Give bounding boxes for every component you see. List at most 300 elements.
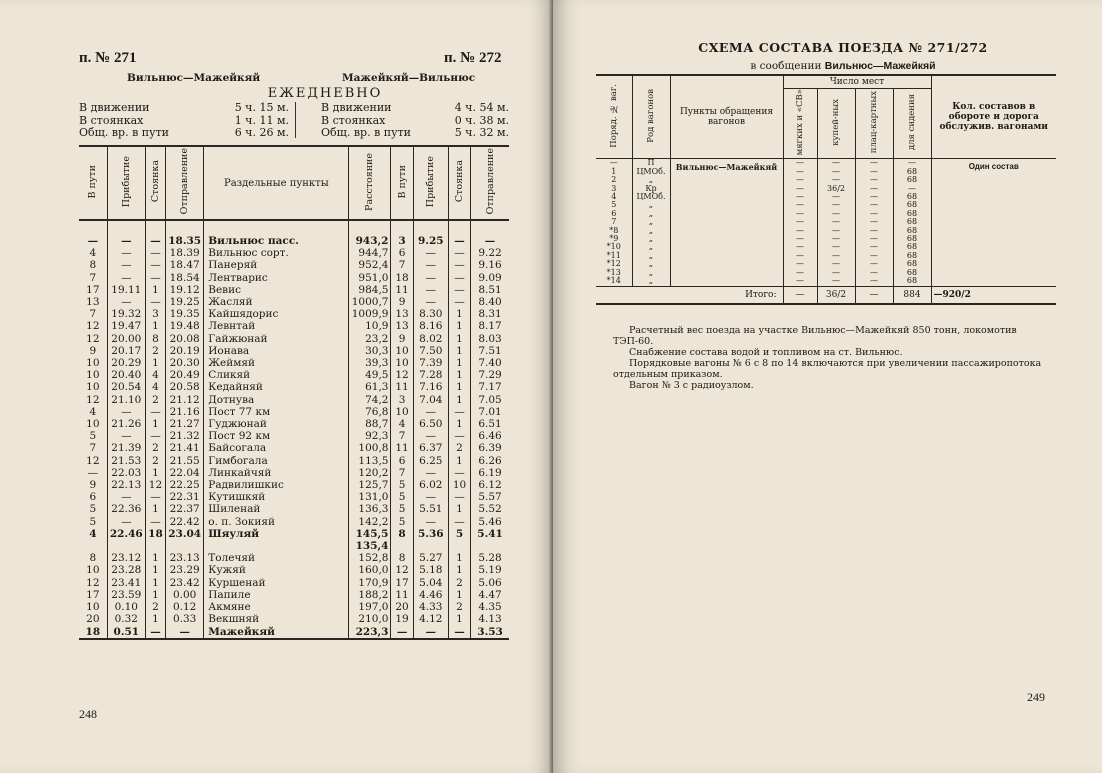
timetable-cell: 76,8 [349, 406, 391, 418]
col-type: Род вагонов [632, 75, 670, 159]
composition-cell: „ [632, 252, 670, 260]
timetable-cell: 6.51 [471, 418, 509, 430]
composition-cell: — [596, 159, 632, 168]
composition-cell: *11 [596, 252, 632, 260]
composition-cell: „ [632, 260, 670, 268]
timetable-cell: 23.29 [166, 564, 204, 576]
timetable-cell: 7 [79, 442, 107, 454]
timetable-cell [204, 540, 349, 552]
timetable-cell: 18.47 [166, 259, 204, 271]
composition-cell: 68 [893, 260, 931, 268]
composition-cell: — [783, 193, 817, 201]
composition-cell: — [783, 176, 817, 184]
composition-cell: — [817, 277, 855, 286]
timetable-cell: 7 [79, 308, 107, 320]
timetable-cell: 8 [145, 333, 165, 345]
timetable-row [79, 503, 509, 515]
timetable-col-header: В пути [79, 146, 107, 220]
timetable-cell: 20 [391, 601, 413, 613]
composition-cell: 5 [596, 201, 632, 209]
timetable-cell: Радвилишкис [204, 479, 349, 491]
timetable-cell: 1 [448, 381, 470, 393]
timetable-col-header: Отправление [471, 146, 509, 220]
composition-cell: — [855, 218, 893, 226]
timetable-cell: — [448, 247, 470, 259]
timetable-cell: 4 [79, 247, 107, 259]
timetable-cell: 3.53 [471, 626, 509, 639]
timetable-cell: 0.10 [107, 601, 145, 613]
composition-cell: — [817, 252, 855, 260]
timetable-cell: 1 [448, 503, 470, 515]
timetable-col-header: В пути [391, 146, 413, 220]
timetable-cell: 20.49 [166, 369, 204, 381]
timetable-cell: Папиле [204, 589, 349, 601]
timetable-cell: Толечяй [204, 552, 349, 564]
timetable-cell: 20.17 [107, 345, 145, 357]
summary-line [321, 102, 509, 115]
total-cell: 884 [893, 286, 931, 304]
timetable-row [79, 479, 509, 491]
timetable-cell: Вильнюс сорт. [204, 247, 349, 259]
train-number-271: п. № 271 [79, 50, 137, 66]
composition-cell: — [783, 243, 817, 251]
timetable-cell: 10 [79, 418, 107, 430]
timetable-cell: 4.46 [413, 589, 448, 601]
timetable-row [79, 626, 509, 639]
timetable-spacer [79, 220, 509, 235]
composition-cell: — [855, 235, 893, 243]
composition-cell: 36/2 [817, 185, 855, 193]
col-plats: плац-картных [855, 89, 893, 159]
timetable-cell: 22.37 [166, 503, 204, 515]
timetable-cell: Пост 77 км [204, 406, 349, 418]
composition-cell: — [817, 269, 855, 277]
composition-cell: *10 [596, 243, 632, 251]
timetable-cell: — [145, 406, 165, 418]
timetable-cell: — [413, 626, 448, 639]
composition-cell: „ [632, 176, 670, 184]
composition-cell: — [783, 168, 817, 176]
timetable-cell: — [448, 626, 470, 639]
timetable-cell: Гайжюнай [204, 333, 349, 345]
timetable-cell: 2 [448, 577, 470, 589]
timetable-row [79, 455, 509, 467]
timetable-cell: 9.16 [471, 259, 509, 271]
summary-value: 0 ч. 38 м. [454, 113, 509, 127]
timetable-cell: — [413, 467, 448, 479]
composition-cell: *9 [596, 235, 632, 243]
timetable-cell [448, 540, 470, 552]
timetable-cell: — [448, 491, 470, 503]
timetable-cell: 9 [391, 333, 413, 345]
timetable-cell: — [145, 516, 165, 528]
composition-cell: — [783, 218, 817, 226]
composition-cell: — [855, 269, 893, 277]
timetable-cell: 21.55 [166, 455, 204, 467]
timetable-cell: 125,7 [349, 479, 391, 491]
total-cell: —920/2 [931, 286, 1056, 304]
summary-value: 4 ч. 54 м. [454, 101, 509, 114]
timetable-cell: 5 [79, 516, 107, 528]
timetable-cell: 22.31 [166, 491, 204, 503]
timetable-cell: 11 [391, 381, 413, 393]
composition-cell: — [817, 210, 855, 218]
timetable-cell: 61,3 [349, 381, 391, 393]
timetable-cell: 7.40 [471, 357, 509, 369]
col-order: Поряд. № ваг. [596, 75, 632, 159]
timetable-cell: 6 [391, 455, 413, 467]
timetable-cell: 9 [79, 345, 107, 357]
timetable-cell: 4 [391, 418, 413, 430]
timetable-cell: 88,7 [349, 418, 391, 430]
timetable-row [79, 540, 509, 552]
schedule-daily: ЕЖЕДНЕВНО [267, 86, 383, 101]
composition-cell: — [855, 243, 893, 251]
page-number-left: 248 [79, 707, 97, 721]
composition-cell: 68 [893, 210, 931, 218]
timetable-cell: — [145, 296, 165, 308]
timetable-row [79, 320, 509, 332]
timetable-cell: 3 [391, 394, 413, 406]
route-return: Мажейкяй—Вильнюс [342, 72, 476, 84]
timetable-cell: 135,4 [349, 540, 391, 552]
timetable-cell: 0.32 [107, 613, 145, 625]
timetable-cell: 6.39 [471, 442, 509, 454]
timetable-cell: 6.12 [471, 479, 509, 491]
timetable-cell: — [145, 247, 165, 259]
timetable-cell: 39,3 [349, 357, 391, 369]
timetable-cell: — [448, 516, 470, 528]
timetable-cell [79, 540, 107, 552]
composition-cell: *14 [596, 277, 632, 286]
timetable-cell: 8 [79, 552, 107, 564]
timetable-cell: 6.50 [413, 418, 448, 430]
composition-cell: — [855, 227, 893, 235]
timetable-cell: 7.29 [471, 369, 509, 381]
timetable-cell: 4.13 [471, 613, 509, 625]
timetable-cell: 18 [391, 272, 413, 284]
timetable-cell: 7.50 [413, 345, 448, 357]
timetable-cell: 9 [391, 296, 413, 308]
timetable-cell: 21.12 [166, 394, 204, 406]
timetable-cell: — [448, 406, 470, 418]
composition-cell: 68 [893, 168, 931, 176]
composition-cell: „ [632, 269, 670, 277]
timetable-cell: — [79, 467, 107, 479]
composition-cell: 68 [893, 277, 931, 286]
composition-cell: 4 [596, 193, 632, 201]
timetable-cell: 23.12 [107, 552, 145, 564]
timetable-cell: 2 [448, 601, 470, 613]
composition-cell: — [783, 159, 817, 168]
timetable-cell: — [107, 235, 145, 247]
composition-total-row [596, 286, 1056, 304]
timetable-cell: 1000,7 [349, 296, 391, 308]
summary-label: В движении [79, 101, 150, 114]
timetable-cell: 7 [79, 272, 107, 284]
timetable-cell: — [107, 516, 145, 528]
timetable-cell: 19.25 [166, 296, 204, 308]
timetable-cell: 1 [145, 552, 165, 564]
composition-cell: — [817, 227, 855, 235]
note-paragraph: Порядковые вагоны № 6 с 8 по 14 включаются при увеличении пассажиропотока отдельным приказом. [613, 358, 1042, 380]
timetable-row [79, 601, 509, 613]
timetable-cell: — [448, 296, 470, 308]
col-soft: мягких и «СВ» [783, 89, 817, 159]
timetable-cell: Вильнюс пасс. [204, 235, 349, 247]
timetable-cell: — [413, 284, 448, 296]
timetable-cell: — [413, 296, 448, 308]
composition-cell: — [893, 185, 931, 193]
composition-cell: 68 [893, 227, 931, 235]
timetable-cell: 223,3 [349, 626, 391, 639]
timetable-cell: — [413, 430, 448, 442]
timetable-header [79, 146, 509, 220]
timetable-cell: 1 [145, 284, 165, 296]
timetable-cell: Пост 92 км [204, 430, 349, 442]
timetable-col-header: Отправление [166, 146, 204, 220]
timetable-cell: — [448, 430, 470, 442]
timetable-cell: 1009,9 [349, 308, 391, 320]
composition-cell: 68 [893, 218, 931, 226]
timetable-cell: 3 [391, 235, 413, 247]
timetable-cell: 21.26 [107, 418, 145, 430]
timetable-cell: — [145, 491, 165, 503]
timetable-cell: 7 [391, 259, 413, 271]
composition-cell: 68 [893, 235, 931, 243]
timetable-cell: 5.51 [413, 503, 448, 515]
timetable-cell: 0.51 [107, 626, 145, 639]
timetable-cell: 1 [448, 345, 470, 357]
timetable-cell: 19.35 [166, 308, 204, 320]
timetable-cell: — [107, 259, 145, 271]
composition-cell: — [817, 218, 855, 226]
timetable-row [79, 296, 509, 308]
travel-summary-outbound [79, 102, 289, 140]
total-cell: — [855, 286, 893, 304]
composition-cell: 1 [596, 168, 632, 176]
timetable-cell: — [413, 272, 448, 284]
timetable-col-header: Раздельные пункты [204, 146, 349, 220]
composition-cell: „ [632, 277, 670, 286]
timetable-cell: 5.28 [471, 552, 509, 564]
timetable-row [79, 308, 509, 320]
travel-summary-return [321, 102, 509, 140]
timetable-cell: 5 [391, 503, 413, 515]
timetable-cell: 7.01 [471, 406, 509, 418]
timetable-cell: — [107, 491, 145, 503]
timetable-row [79, 467, 509, 479]
timetable-cell: Левнтай [204, 320, 349, 332]
timetable-cell: 210,0 [349, 613, 391, 625]
timetable-cell: 23.13 [166, 552, 204, 564]
timetable-cell: 943,2 [349, 235, 391, 247]
timetable-col-header: Прибытие [107, 146, 145, 220]
timetable-cell: 6.19 [471, 467, 509, 479]
timetable-cell: — [107, 406, 145, 418]
summary-value: 5 ч. 32 м. [454, 126, 509, 139]
timetable-cell: 170,9 [349, 577, 391, 589]
timetable-cell: 22.46 [107, 528, 145, 540]
timetable-cell: 1 [448, 613, 470, 625]
timetable-cell: 8.31 [471, 308, 509, 320]
timetable-row [79, 345, 509, 357]
timetable-cell: — [448, 272, 470, 284]
timetable-cell: — [107, 272, 145, 284]
col-sitting: для сидения [893, 89, 931, 159]
timetable-cell: — [413, 259, 448, 271]
timetable-cell: 2 [145, 394, 165, 406]
timetable-cell: 4.12 [413, 613, 448, 625]
timetable-cell: — [448, 284, 470, 296]
timetable-cell: Акмяне [204, 601, 349, 613]
composition-cell: — [817, 159, 855, 168]
timetable-row [79, 442, 509, 454]
timetable-col-header: Стоянка [448, 146, 470, 220]
timetable-cell: 7.16 [413, 381, 448, 393]
composition-cell: — [783, 210, 817, 218]
timetable-cell: 0.33 [166, 613, 204, 625]
timetable-row [79, 491, 509, 503]
timetable-cell: 6.26 [471, 455, 509, 467]
composition-cell: 68 [893, 252, 931, 260]
composition-cell: 3 [596, 185, 632, 193]
timetable-cell: Панеряй [204, 259, 349, 271]
timetable-cell: Лентварис [204, 272, 349, 284]
timetable-cell: 952,4 [349, 259, 391, 271]
timetable-cell: 8.03 [471, 333, 509, 345]
composition-cell: ЦМОб. [632, 168, 670, 176]
timetable-cell: 1 [145, 613, 165, 625]
timetable-row [79, 430, 509, 442]
timetable-cell: 11 [391, 589, 413, 601]
timetable-cell: Кутишкяй [204, 491, 349, 503]
timetable-cell: 8.02 [413, 333, 448, 345]
timetable-cell: Дотнува [204, 394, 349, 406]
timetable-cell: 8.30 [413, 308, 448, 320]
timetable-cell: 20 [79, 613, 107, 625]
composition-cell: — [855, 159, 893, 168]
timetable-cell: 1 [145, 467, 165, 479]
timetable-cell: 113,5 [349, 455, 391, 467]
composition-notes [613, 325, 1053, 391]
timetable-cell: 23.28 [107, 564, 145, 576]
timetable-cell: 92,3 [349, 430, 391, 442]
timetable-cell: 8 [79, 259, 107, 271]
timetable-cell: — [145, 272, 165, 284]
timetable-cell: 10 [79, 357, 107, 369]
timetable-cell: Векшняй [204, 613, 349, 625]
composition-cell: 2 [596, 176, 632, 184]
timetable-cell: — [145, 259, 165, 271]
timetable-cell: 1 [145, 577, 165, 589]
timetable-cell: 9 [79, 479, 107, 491]
composition-cell: — [783, 260, 817, 268]
timetable-cell: 145,5 [349, 528, 391, 540]
timetable-cell: 4.47 [471, 589, 509, 601]
timetable-cell: 6.46 [471, 430, 509, 442]
timetable-cell: 19.48 [166, 320, 204, 332]
timetable-cell: 0.00 [166, 589, 204, 601]
timetable-cell: 22.36 [107, 503, 145, 515]
page-number-right: 249 [1027, 690, 1045, 704]
timetable-cell: 21.53 [107, 455, 145, 467]
timetable-cell: 5.46 [471, 516, 509, 528]
composition-cell: — [855, 201, 893, 209]
timetable-cell: 22.25 [166, 479, 204, 491]
timetable-row [79, 333, 509, 345]
timetable-cell: Куршенай [204, 577, 349, 589]
timetable-cell: Ионава [204, 345, 349, 357]
timetable-cell: 18.54 [166, 272, 204, 284]
summary-label: В движении [321, 101, 392, 114]
timetable-cell: Кайшядорис [204, 308, 349, 320]
note-paragraph: Расчетный вес поезда на участке Вильнюс—Мажейкяй 850 тонн, локомотив ТЭП-60. [613, 325, 1017, 347]
composition-cell: Кр [632, 185, 670, 193]
timetable-cell: — [448, 259, 470, 271]
timetable-cell: 6.02 [413, 479, 448, 491]
timetable-cell: 23.42 [166, 577, 204, 589]
timetable-cell: 2 [145, 345, 165, 357]
summary-label: В стоянках [79, 113, 144, 127]
timetable-cell: 5.36 [413, 528, 448, 540]
summary-value: 6 ч. 26 м. [234, 126, 289, 139]
timetable-cell: 1 [448, 320, 470, 332]
timetable-cell: 21.16 [166, 406, 204, 418]
timetable-row [79, 259, 509, 271]
timetable-cell: 21.39 [107, 442, 145, 454]
timetable-cell: — [107, 430, 145, 442]
timetable-cell: 12 [79, 394, 107, 406]
timetable-cell: 152,8 [349, 552, 391, 564]
timetable-cell: 12 [79, 320, 107, 332]
timetable-cell: 8 [391, 528, 413, 540]
timetable-cell: 8 [391, 552, 413, 564]
timetable-cell: Вевис [204, 284, 349, 296]
timetable-cell: — [79, 235, 107, 247]
timetable-cell: 9.09 [471, 272, 509, 284]
timetable-cell: 7.39 [413, 357, 448, 369]
total-cell: — [783, 286, 817, 304]
timetable-cell: 1 [145, 320, 165, 332]
timetable-cell: 7.05 [471, 394, 509, 406]
timetable-cell: 2 [448, 442, 470, 454]
col-sets: Кол. составов в обороте и дорога обслужив. вагонами [931, 75, 1056, 159]
timetable-cell: — [413, 516, 448, 528]
timetable-cell: — [471, 235, 509, 247]
timetable-cell: 9.25 [413, 235, 448, 247]
timetable-cell: 22.13 [107, 479, 145, 491]
timetable-cell: 12 [79, 333, 107, 345]
composition-cell: — [855, 210, 893, 218]
timetable-cell: 5 [391, 491, 413, 503]
timetable-cell: 4 [79, 528, 107, 540]
col-points: Пункты обращения вагонов [670, 75, 783, 159]
timetable-cell: 19.12 [166, 284, 204, 296]
timetable-row [79, 235, 509, 247]
timetable-cell: 7.28 [413, 369, 448, 381]
summary-divider [295, 102, 297, 138]
timetable-cell: 13 [391, 320, 413, 332]
composition-cell: *12 [596, 260, 632, 268]
timetable-cell: 5 [79, 430, 107, 442]
timetable-cell: 10 [391, 357, 413, 369]
timetable-cell [145, 540, 165, 552]
timetable-cell: 12 [145, 479, 165, 491]
timetable-row [79, 552, 509, 564]
timetable-cell: 7.51 [471, 345, 509, 357]
composition-cell: — [817, 235, 855, 243]
